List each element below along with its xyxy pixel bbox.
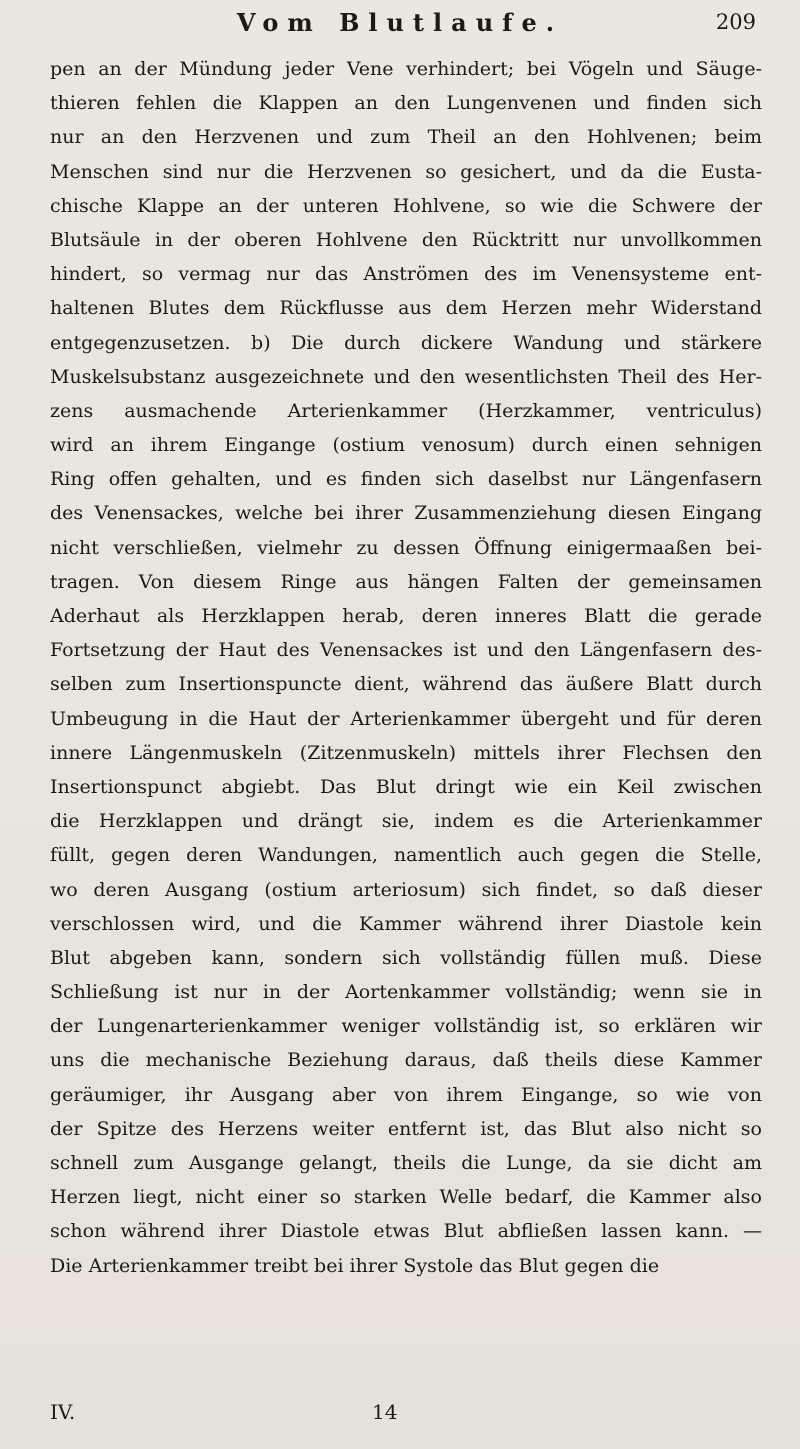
text-line: hindert, so vermag nur das Anströmen des im Venensysteme ent- [50, 263, 762, 286]
text-line: Menschen sind nur die Herzvenen so gesichert, und da die Eusta- [50, 160, 762, 183]
text-line: nicht verschließen, vielmehr zu dessen Öffnung einigermaaßen bei- [50, 536, 762, 559]
leaf-number: 14 [372, 1400, 398, 1424]
text-line: uns die mechanische Beziehung daraus, daß theils diese Kammer [50, 1049, 762, 1072]
text-line: innere Längenmuskeln (Zitzenmuskeln) mittels ihrer Flechsen den [50, 741, 762, 764]
text-line: tragen. Von diesem Ringe aus hängen Falten der gemeinsamen [50, 570, 762, 593]
body-text [50, 52, 762, 1283]
text-line: Insertionspunct abgiebt. Das Blut dringt wie ein Keil zwischen [50, 775, 762, 798]
text-line: selben zum Insertionspuncte dient, während das äußere Blatt durch [50, 673, 762, 696]
running-title: Vom Blutlaufe. [236, 8, 564, 37]
page-footer [50, 1400, 762, 1434]
text-line: chische Klappe an der unteren Hohlvene, so wie die Schwere der [50, 194, 762, 217]
text-line: füllt, gegen deren Wandungen, namentlich auch gegen die Stelle, [50, 844, 762, 867]
text-line: der Lungenarterienkammer weniger vollständig ist, so erklären wir [50, 1015, 762, 1038]
text-line: Blut abgeben kann, sondern sich vollständig füllen muß. Diese [50, 946, 762, 969]
text-line: wo deren Ausgang (ostium arteriosum) sich findet, so daß dieser [50, 878, 762, 901]
text-line: die Herzklappen und drängt sie, indem es die Arterienkammer [50, 810, 762, 833]
signature-mark: IV. [50, 1400, 76, 1424]
text-line: Die Arterienkammer treibt bei ihrer Systole das Blut gegen die [50, 1254, 660, 1277]
text-line: Herzen liegt, nicht einer so starken Welle bedarf, die Kammer also [50, 1186, 762, 1209]
text-line: Ring offen gehalten, und es finden sich daselbst nur Längenfasern [50, 468, 762, 491]
text-line: des Venensackes, welche bei ihrer Zusammenziehung diesen Eingang [50, 502, 762, 525]
text-line: entgegenzusetzen. b) Die durch dickere Wandung und stärkere [50, 331, 762, 354]
text-line: Muskelsubstanz ausgezeichnete und den wesentlichsten Theil des Her- [50, 365, 762, 388]
text-line: verschlossen wird, und die Kammer während ihrer Diastole kein [50, 912, 762, 935]
text-line: zens ausmachende Arterienkammer (Herzkammer, ventriculus) [50, 399, 762, 422]
text-line: thieren fehlen die Klappen an den Lungenvenen und finden sich [50, 92, 762, 115]
text-line: nur an den Herzvenen und zum Theil an den Hohlvenen; beim [50, 126, 762, 149]
text-line: Fortsetzung der Haut des Venensackes ist und den Längenfasern des- [50, 639, 762, 662]
text-line: haltenen Blutes dem Rückflusse aus dem Herzen mehr Widerstand [50, 297, 762, 320]
text-line: Aderhaut als Herzklappen herab, deren inneres Blatt die gerade [50, 605, 762, 627]
running-head [0, 4, 800, 40]
text-line: der Spitze des Herzens weiter entfernt ist, das Blut also nicht so [50, 1117, 762, 1140]
text-line: Blutsäule in der oberen Hohlvene den Rücktritt nur unvollkommen [50, 228, 762, 251]
text-line: Umbeugung in die Haut der Arterienkammer übergeht und für deren [50, 707, 762, 730]
text-line: Schließung ist nur in der Aortenkammer vollständig; wenn sie in [50, 981, 762, 1004]
text-line: schnell zum Ausgange gelangt, theils die Lunge, da sie dicht am [50, 1152, 762, 1174]
text-line: wird an ihrem Eingange (ostium venosum) durch einen sehnigen [50, 434, 762, 457]
page-number: 209 [715, 10, 756, 34]
text-line: geräumiger, ihr Ausgang aber von ihrem Eingange, so wie von [50, 1083, 762, 1106]
text-line: schon während ihrer Diastole etwas Blut abfließen lassen kann. — [50, 1220, 762, 1243]
text-line: pen an der Mündung jeder Vene verhindert; bei Vögeln und Säuge- [50, 58, 762, 80]
